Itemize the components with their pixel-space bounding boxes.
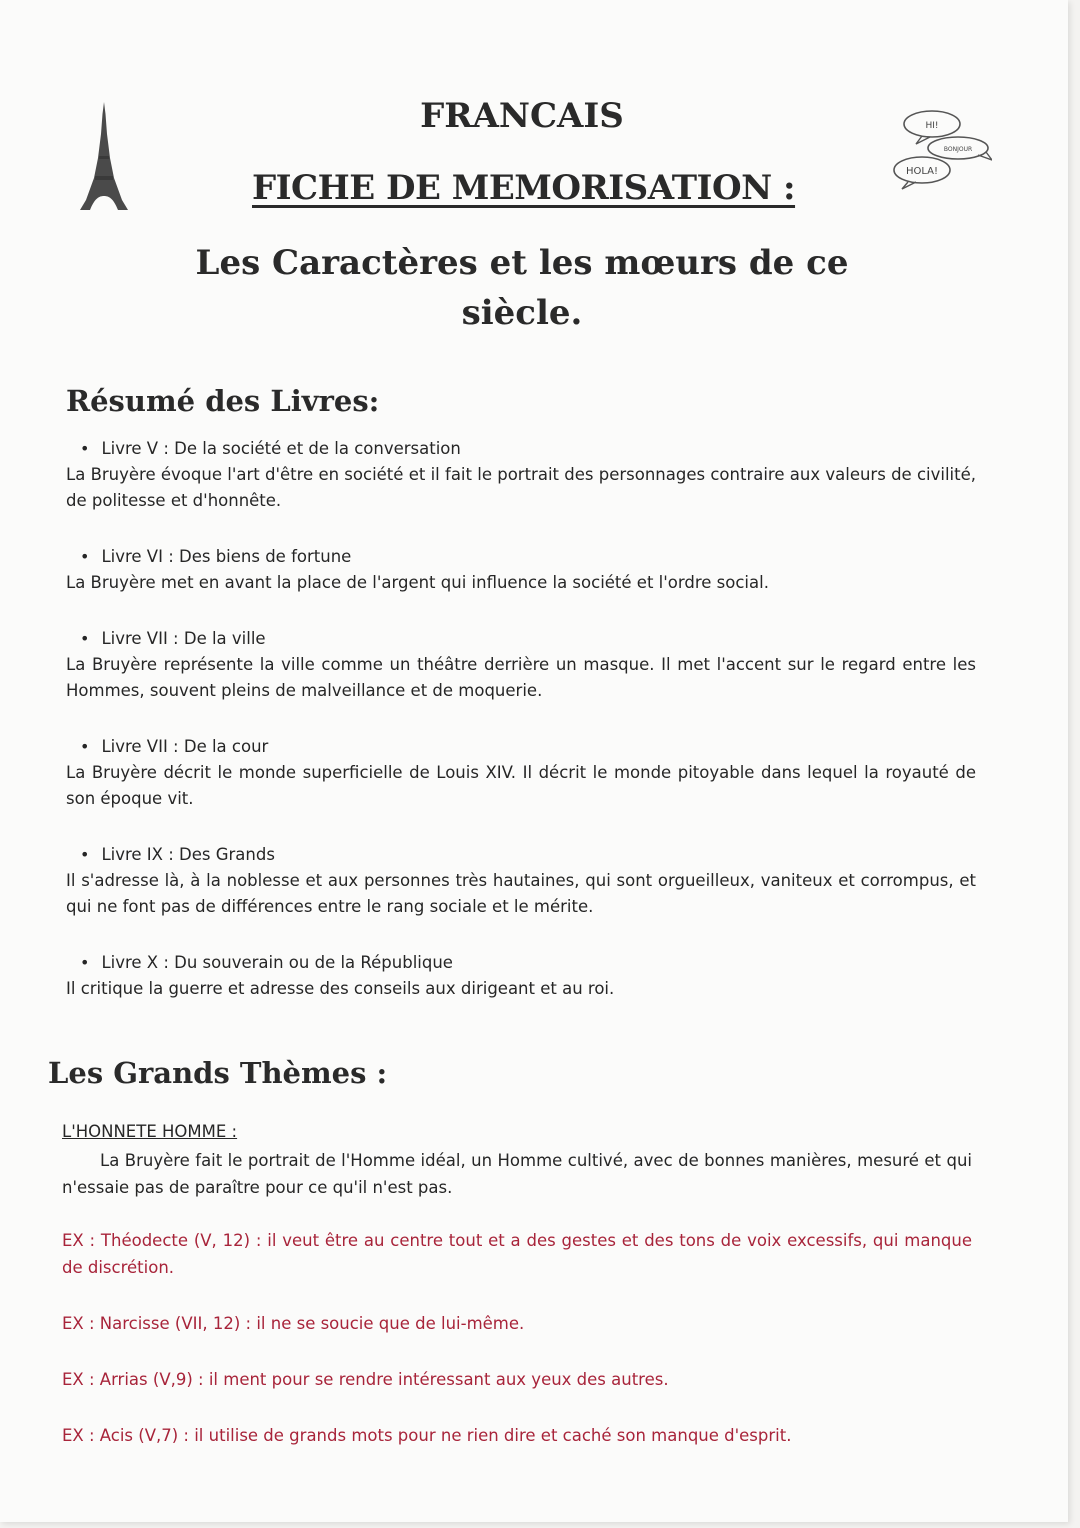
page-title: FRANCAIS [420,96,624,136]
book-description: La Bruyère met en avant la place de l'argent qui influence la société et l'ordre social. [66,573,769,592]
list-item [66,734,976,812]
document-heading: Les Caractères et les mœurs de ce siècle. [195,243,849,333]
book-title: Livre VII : De la ville [101,629,266,648]
book-title: Livre VII : De la cour [101,737,269,756]
book-description: La Bruyère décrit le monde superficielle de Louis XIV. Il décrit le monde pitoyable dans lequel la royauté de son époque vit. [66,763,976,808]
example-item: EX : Narcisse (VII, 12) : il ne se soucie que de lui-même. [62,1314,525,1333]
list-item [66,626,976,704]
list-item [66,842,976,920]
book-description: Il s'adresse là, à la noblesse et aux personnes très hautaines, qui sont orgueilleux, vaniteux et corrompus, et qui ne font pas de différences entre le rang sociale et le mérite. [66,871,976,916]
bullet-icon: • [80,953,90,972]
book-title: Livre V : De la société et de la conversation [101,439,461,458]
example-item: EX : Acis (V,7) : il utilise de grands mots pour ne rien dire et caché son manque d'esprit. [62,1426,792,1445]
resume-heading: Résumé des Livres: [66,384,380,418]
themes-section [62,1118,972,1478]
page-subtitle: FICHE DE MEMORISATION : [252,168,796,208]
themes-heading: Les Grands Thèmes : [48,1056,388,1090]
example-item: EX : Théodecte (V, 12) : il veut être au centre tout et a des gestes et des tons de voix excessifs, qui manque de discrétion. [62,1231,972,1277]
book-description: La Bruyère représente la ville comme un théâtre derrière un masque. Il met l'accent sur le regard entre les Hommes, souvent pleins de malveillance et de moquerie. [66,655,976,700]
list-item [66,950,976,1002]
list-item [66,544,976,596]
theme-description: La Bruyère fait le portrait de l'Homme idéal, un Homme cultivé, avec de bonnes manières, mesuré et qui n'essaie pas de paraître pour ce qu'il n'est pas. [62,1151,972,1197]
bullet-icon: • [80,845,90,864]
book-title: Livre IX : Des Grands [101,845,275,864]
bubble-hola: HOLA! [905,166,939,177]
book-title: Livre X : Du souverain ou de la République [101,953,453,972]
example-item: EX : Arrias (V,9) : il ment pour se rendre intéressant aux yeux des autres. [62,1370,669,1389]
bubble-bonjour: BONJOUR [943,146,973,153]
bullet-icon: • [80,629,90,648]
bullet-icon: • [80,737,90,756]
bullet-icon: • [80,547,90,566]
book-description: Il critique la guerre et adresse des conseils aux dirigeant et au roi. [66,979,615,998]
theme-title: L'HONNETE HOMME : [62,1122,238,1141]
book-title: Livre VI : Des biens de fortune [101,547,352,566]
bubble-hi: HI! [925,121,939,131]
list-item [66,436,976,514]
book-summaries [66,436,976,1032]
book-description: La Bruyère évoque l'art d'être en société et il fait le portrait des personnages contraire aux valeurs de civilité, de politesse et d'honnête. [66,465,976,510]
bullet-icon: • [80,439,90,458]
